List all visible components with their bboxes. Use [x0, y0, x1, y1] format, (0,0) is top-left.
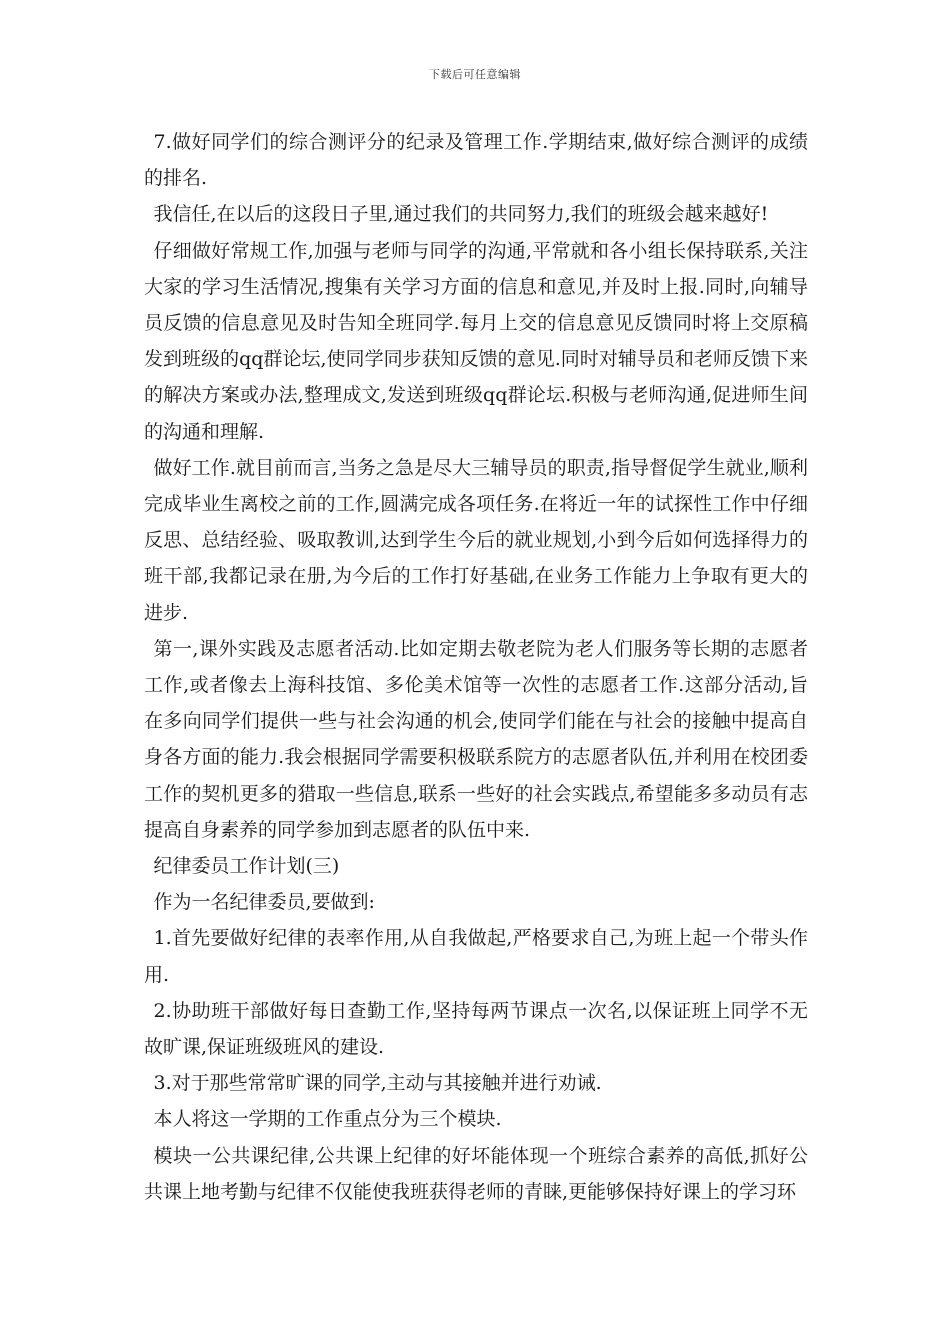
paragraph-2: 我信任,在以后的这段日子里,通过我们的共同努力,我们的班级会越来越好!	[153, 203, 769, 226]
list-item-2: 2.协助班干部做好每日查勤工作,坚持每两节课点一次名,以保证班上同学不无故旷课,保证班级班风的建设.	[144, 999, 808, 1059]
paragraph-12: 模块一公共课纪律,公共课上纪律的好坏能体现一个班综合素养的高低,抓好公共课上地考勤与纪律不仅能使我班获得老师的青睐,更能够保持好课上的学习环	[144, 1144, 808, 1203]
paragraph-5: 第一,课外实践及志愿者活动.比如定期去敬老院为老人们服务等长期的志愿者工作,或者像去上海科技馆、多伦美术馆等一次性的志愿者工作.这部分活动,旨在多向同学们提供一些与社会沟通的机会,使同学们能在与社会的接触中提高自身各方面的能力.我会根据同学需要积极联系院方的志愿者队伍,并利用在校团委工作的契机更多的猎取一些信息,联系一些好的社会实践点,希望能多多动员有志提高自身素养的同学参加到志愿者的队伍中来.	[144, 637, 808, 841]
paragraph-3: 仔细做好常规工作,加强与老师与同学的沟通,平常就和各小组长保持联系,关注大家的学习生活情况,搜集有关学习方面的信息和意见,并及时上报.同时,向辅导员反馈的信息意见及时告知全班同学.每月上交的信息意见反馈同时将上交原稿发到班级的qq群论坛,使同学同步获知反馈的意见.同时对辅导员和老师反馈下来的解决方案或办法,整理成文,发送到班级qq群论坛.积极与老师沟通,促进师生间的沟通和理解.	[144, 239, 808, 443]
paragraph-1: 7.做好同学们的综合测评分的纪录及管理工作.学期结束,做好综合测评的成绩的排名.	[144, 131, 808, 190]
list-item-3: 3.对于那些常常旷课的同学,主动与其接触并进行劝诫.	[153, 1072, 602, 1095]
paragraph-7: 作为一名纪律委员,要做到:	[153, 891, 375, 914]
list-item-1: 1.首先要做好纪律的表率作用,从自我做起,严格要求自己,为班上起一个带头作用.	[144, 927, 808, 986]
section-heading: 纪律委员工作计划(三)	[153, 855, 340, 878]
paragraph-11: 本人将这一学期的工作重点分为三个模块.	[153, 1108, 502, 1131]
page-header: 下载后可任意编辑	[429, 68, 521, 81]
paragraph-4: 做好工作.就目前而言,当务之急是尽大三辅导员的职责,指导督促学生就业,顺利完成毕业生离校之前的工作,圆满完成各项任务.在将近一年的试探性工作中仔细反思、总结经验、吸取教训,达到学生今后的就业规划,小到今后如何选择得力的班干部,我都记录在册,为今后的工作打好基础,在业务工作能力上争取有更大的进步.	[144, 456, 808, 624]
document-body	[144, 124, 808, 1210]
